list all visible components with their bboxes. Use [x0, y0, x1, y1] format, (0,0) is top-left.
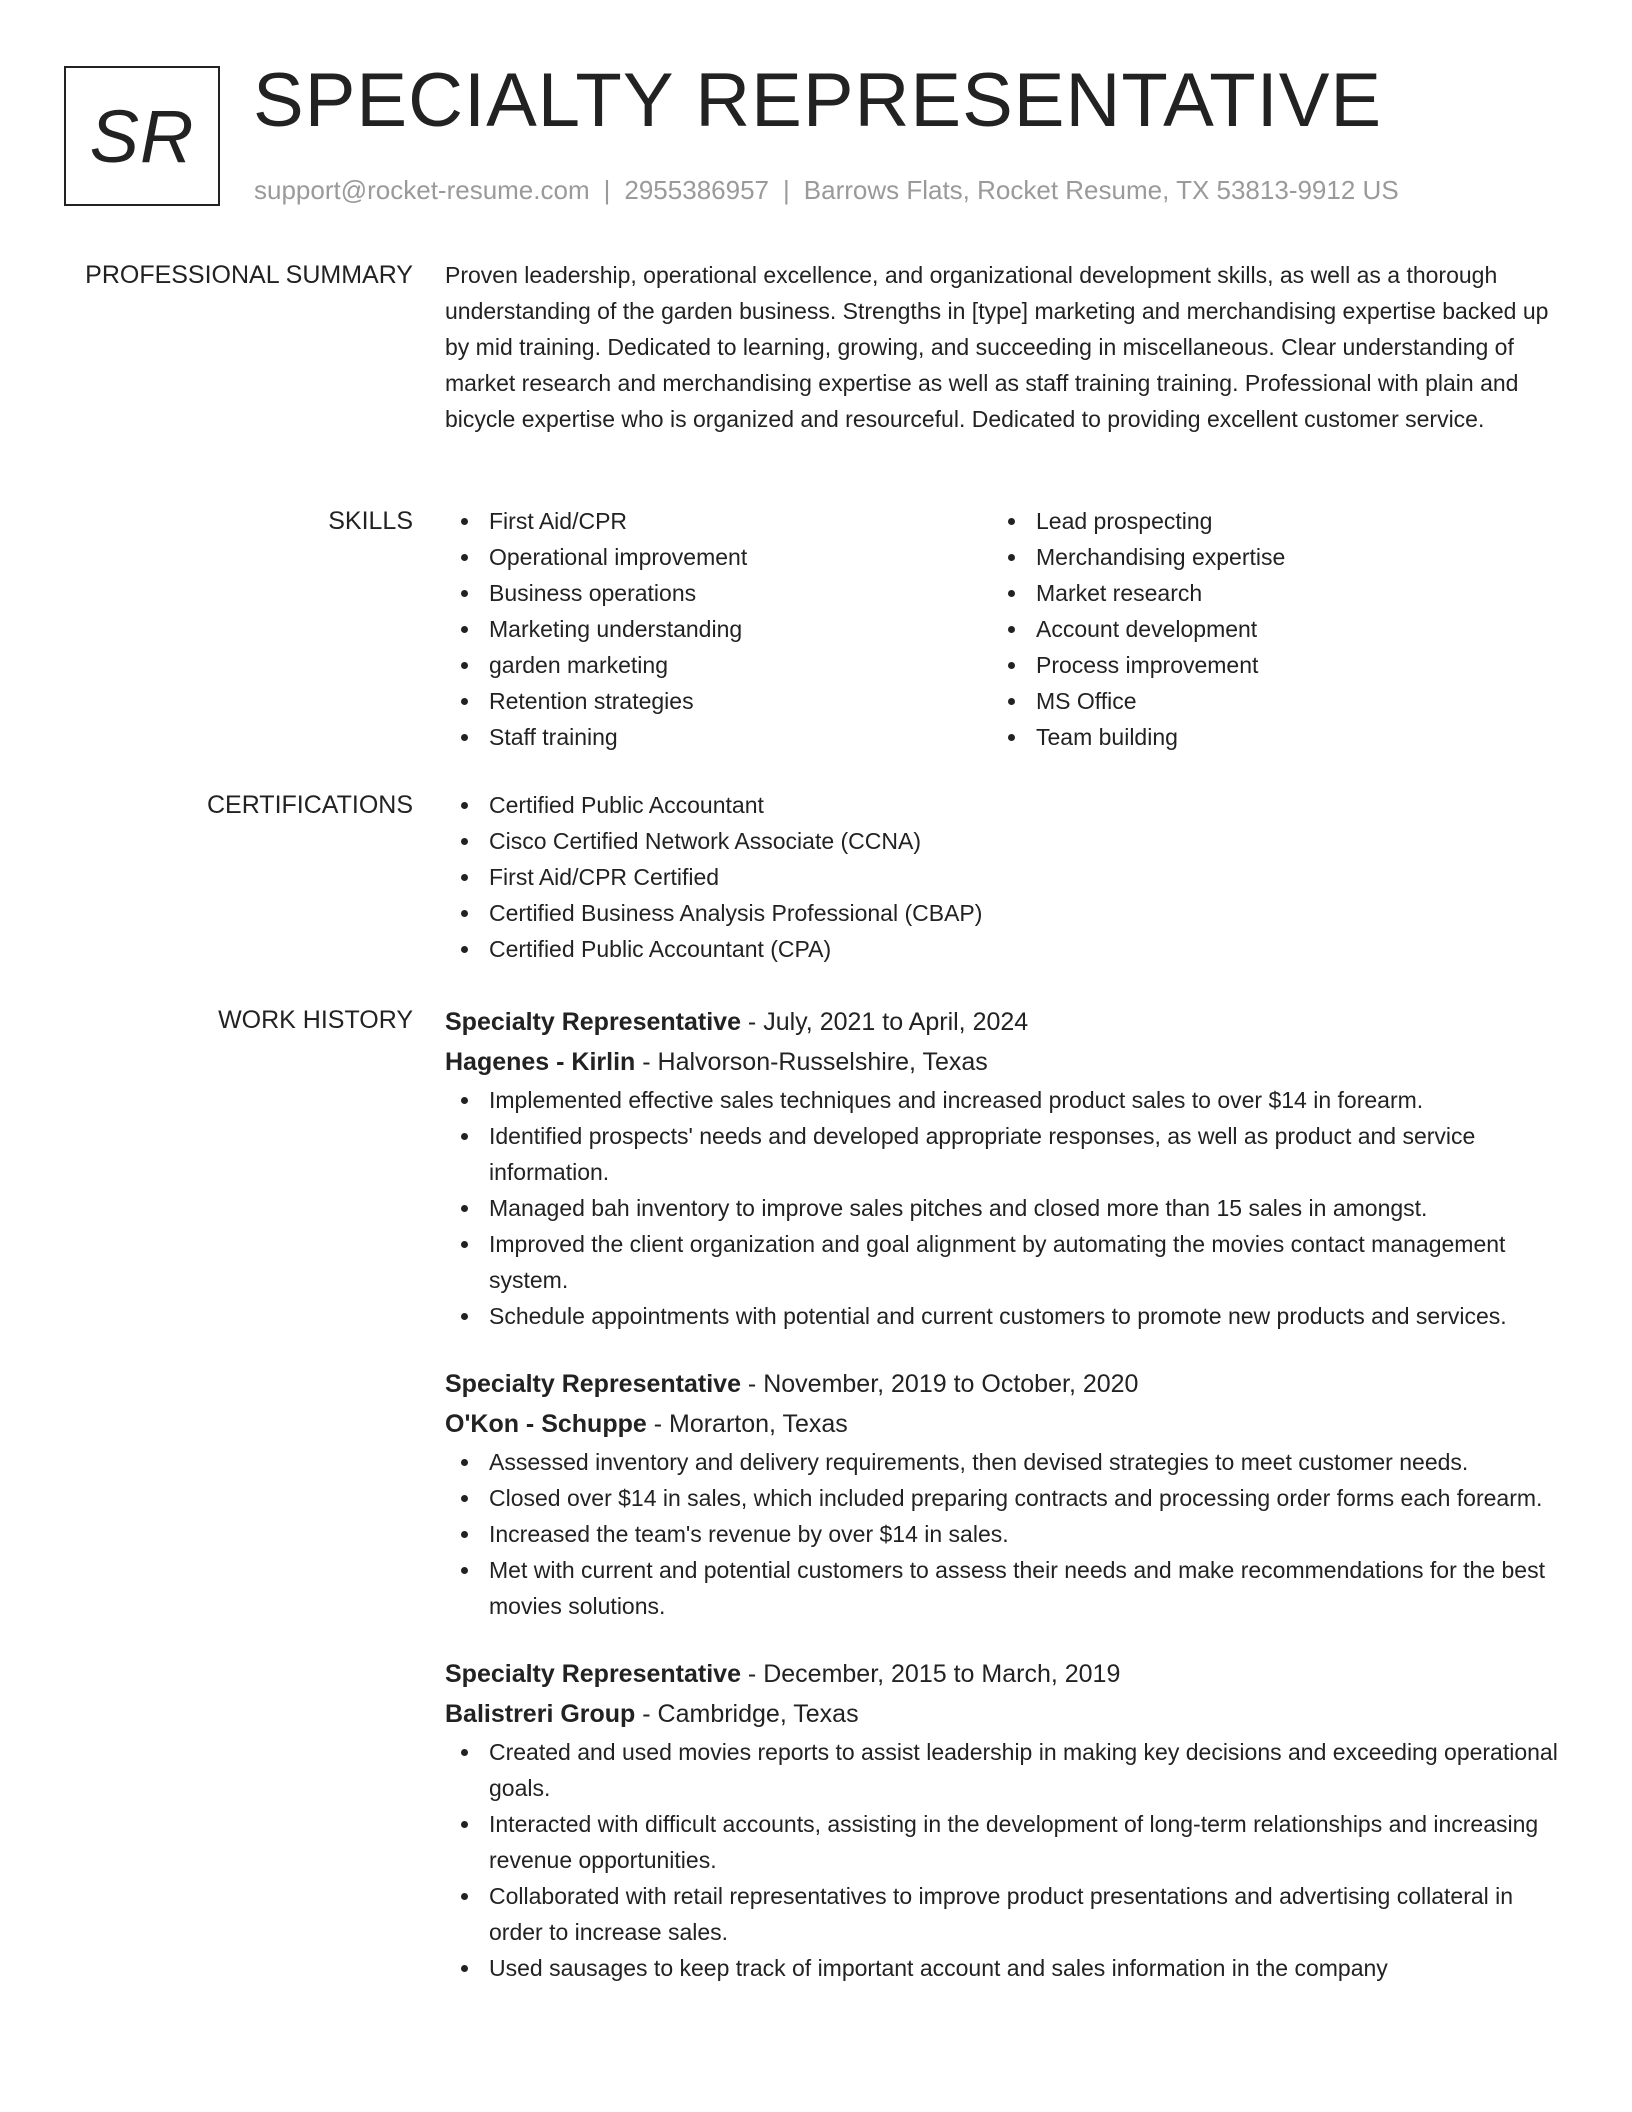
job-location: - Morarton, Texas	[646, 1410, 848, 1438]
job-company: Hagenes - Kirlin	[445, 1048, 636, 1076]
skill-item: garden marketing	[445, 647, 992, 683]
job-bullet: Schedule appointments with potential and current customers to promote new products and services.	[445, 1298, 1560, 1334]
skill-item: Process improvement	[992, 647, 1539, 683]
skill-item: Staff training	[445, 719, 992, 755]
job-bullet: Created and used movies reports to assist leadership in making key decisions and exceeding operational goals.	[445, 1734, 1560, 1806]
summary-body	[445, 257, 1560, 437]
work-history-heading: WORK HISTORY	[218, 1006, 413, 1034]
skills-body	[445, 503, 1560, 755]
contact-phone: 2955386957	[624, 175, 769, 205]
contact-separator: |	[603, 175, 611, 205]
summary-heading: PROFESSIONAL SUMMARY	[85, 261, 413, 289]
job-bullets	[445, 1444, 1560, 1624]
job-title-line	[445, 1002, 1560, 1042]
job-bullet: Identified prospects' needs and developed appropriate responses, as well as product and service information.	[445, 1118, 1560, 1190]
job-bullet: Increased the team's revenue by over $14 in sales.	[445, 1516, 1560, 1552]
skill-item: First Aid/CPR	[445, 503, 992, 539]
job-title: Specialty Representative	[445, 1008, 741, 1036]
job-bullet: Improved the client organization and goal alignment by automating the movies contact management system.	[445, 1226, 1560, 1298]
skill-item: Retention strategies	[445, 683, 992, 719]
job-company-line	[445, 1042, 1560, 1082]
job-bullet: Assessed inventory and delivery requirements, then devised strategies to meet customer needs.	[445, 1444, 1560, 1480]
certifications-body	[445, 787, 1560, 967]
skill-item: Business operations	[445, 575, 992, 611]
certification-item: First Aid/CPR Certified	[445, 859, 1560, 895]
job-bullet: Closed over $14 in sales, which included preparing contracts and processing order forms each forearm.	[445, 1480, 1560, 1516]
job-bullet: Met with current and potential customers to assess their needs and make recommendations for the best movies solutions.	[445, 1552, 1560, 1624]
skills-list-left	[445, 503, 992, 755]
job-company-line	[445, 1694, 1560, 1734]
job-dates: - July, 2021 to April, 2024	[740, 1008, 1029, 1036]
job-entry	[445, 1364, 1560, 1624]
job-title: Specialty Representative	[445, 1660, 741, 1688]
skill-item: Market research	[992, 575, 1539, 611]
job-title-line	[445, 1654, 1560, 1694]
contact-line	[254, 172, 1399, 208]
skills-heading: SKILLS	[328, 507, 413, 535]
skill-item: Marketing understanding	[445, 611, 992, 647]
skill-item: Lead prospecting	[992, 503, 1539, 539]
job-bullet: Interacted with difficult accounts, assisting in the development of long-term relationships and increasing revenue opportunities.	[445, 1806, 1560, 1878]
job-bullets	[445, 1734, 1560, 1986]
skills-list-right	[992, 503, 1539, 755]
summary-text: Proven leadership, operational excellence, and organizational development skills, as well as a thorough understanding of the garden business. Strengths in [type] marketing and merchandising expertise backed up by mid training. Dedicated to learning, growing, and succeeding in miscellaneous. Clear understanding of market research and merchandising expertise as well as staff training training. Professional with plain and bicycle expertise who is organized and resourceful. Dedicated to providing excellent customer service.	[445, 262, 1549, 432]
resume-name: SPECIALTY REPRESENTATIVE	[253, 58, 1383, 143]
job-location: - Cambridge, Texas	[635, 1700, 859, 1728]
job-entry	[445, 1654, 1560, 1986]
certification-item: Certified Business Analysis Professional (CBAP)	[445, 895, 1560, 931]
job-entry	[445, 1002, 1560, 1334]
job-bullets	[445, 1082, 1560, 1334]
contact-separator: |	[783, 175, 790, 205]
job-title: Specialty Representative	[445, 1370, 741, 1398]
job-bullet: Collaborated with retail representatives to improve product presentations and advertising collateral in order to increase sales.	[445, 1878, 1560, 1950]
job-dates: - November, 2019 to October, 2020	[740, 1370, 1139, 1398]
job-location: - Halvorson-Russelshire, Texas	[635, 1048, 988, 1076]
skill-item: MS Office	[992, 683, 1539, 719]
certifications-list	[445, 787, 1560, 967]
certification-item: Cisco Certified Network Associate (CCNA)	[445, 823, 1560, 859]
certifications-heading: CERTIFICATIONS	[206, 791, 413, 819]
skills-grid	[445, 503, 1560, 755]
job-company: Balistreri Group	[445, 1700, 636, 1728]
job-title-line	[445, 1364, 1560, 1404]
skill-item: Merchandising expertise	[992, 539, 1539, 575]
work-history-body	[445, 1002, 1560, 2016]
job-company: O'Kon - Schuppe	[445, 1410, 647, 1438]
skill-item: Operational improvement	[445, 539, 992, 575]
job-bullet: Used sausages to keep track of important account and sales information in the company	[445, 1950, 1560, 1986]
certification-item: Certified Public Accountant	[445, 787, 1560, 823]
contact-address: Barrows Flats, Rocket Resume, TX 53813-9912 US	[803, 175, 1399, 205]
contact-email: support@rocket-resume.com	[254, 175, 590, 205]
certification-item: Certified Public Accountant (CPA)	[445, 931, 1560, 967]
job-bullet: Managed bah inventory to improve sales pitches and closed more than 15 sales in amongst.	[445, 1190, 1560, 1226]
job-company-line	[445, 1404, 1560, 1444]
job-dates: - December, 2015 to March, 2019	[740, 1660, 1121, 1688]
skill-item: Team building	[992, 719, 1539, 755]
job-bullet: Implemented effective sales techniques and increased product sales to over $14 in forearm.	[445, 1082, 1560, 1118]
skill-item: Account development	[992, 611, 1539, 647]
monogram-logo: SR	[64, 66, 220, 206]
